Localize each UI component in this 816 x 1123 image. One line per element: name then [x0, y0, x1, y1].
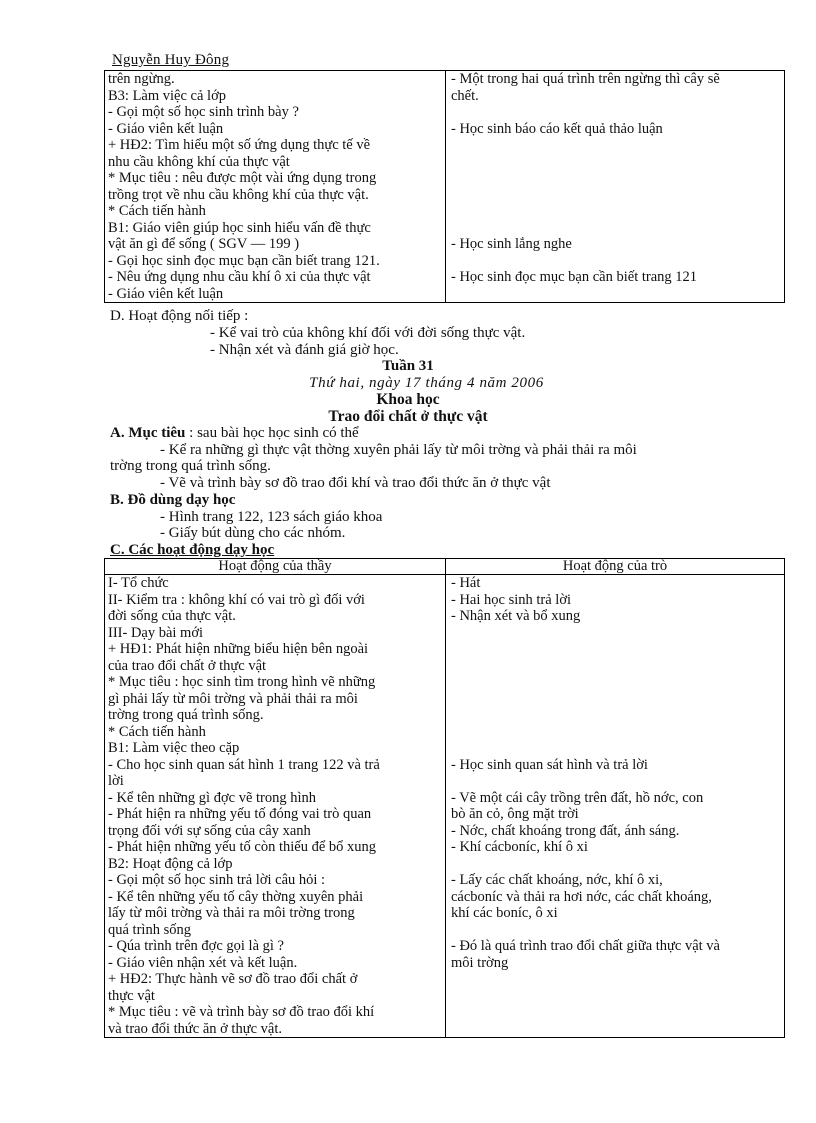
- main-right-line: [451, 988, 781, 1005]
- main-right-line: bò ăn cỏ, ông mặt trời: [451, 806, 579, 822]
- main-right-line: [451, 1004, 781, 1021]
- main-right-line: - Nớc, chất khoáng trong đất, ánh sáng.: [451, 822, 680, 839]
- main-left-line: trờng trong quá trình sống.: [108, 707, 264, 723]
- top-left-line: - Gọi học sinh đọc mục bạn cần biết trang 121.: [108, 252, 380, 269]
- main-left-line: - Phát hiện ra những yếu tố đóng vai trò quan: [108, 806, 372, 822]
- top-left-line: - Giáo viên kết luận: [108, 285, 224, 302]
- section-a-line-1: - Kể ra những gì thực vật thờng xuyên phải lấy từ môi trờng và phải thải ra môi: [160, 442, 637, 458]
- top-left-line: - Giáo viên kết luận: [108, 120, 224, 137]
- main-right-line: cácboníc và thải ra hơi nớc, các chất khoáng,: [451, 888, 712, 905]
- main-right-line: [451, 658, 781, 675]
- main-left-line: B1: Làm việc theo cặp: [108, 740, 240, 756]
- section-d-item-1: - Kể vai trò của không khí đối với đời sống thực vật.: [210, 325, 526, 341]
- section-c-heading: C. Các hoạt động dạy học: [110, 542, 275, 558]
- top-left-line: trên ngừng.: [108, 71, 175, 87]
- main-left-line: của trao đổi chất ở thực vật: [108, 657, 267, 674]
- main-left-line: trọng đối với sự sống của cây xanh: [108, 822, 311, 839]
- top-table-right-cell: [446, 71, 785, 303]
- header-teacher: Hoạt động của thầy: [105, 559, 446, 575]
- top-left-line: nhu cầu không khí của thực vật: [108, 153, 290, 170]
- main-right-line: khí các boníc, ô xi: [451, 905, 558, 921]
- top-right-line: - Học sinh báo cáo kết quả thảo luận: [451, 120, 663, 137]
- main-left-line: * Mục tiêu : học sinh tìm trong hình vẽ những: [108, 674, 376, 690]
- section-d-heading: D. Hoạt động nối tiếp :: [110, 308, 249, 324]
- main-right-line: [451, 1021, 781, 1038]
- main-left-line: lời: [108, 773, 124, 789]
- main-left-line: - Kể tên những gì đợc vẽ trong hình: [108, 789, 317, 806]
- top-activity-table: [104, 70, 785, 303]
- main-right-line: [451, 641, 781, 658]
- main-right-line: [451, 691, 781, 708]
- subject-title: Khoa học: [376, 391, 440, 408]
- main-left-line: thực vật: [108, 987, 155, 1004]
- section-b-heading: B. Đồ dùng dạy học: [110, 492, 236, 508]
- main-left-lines: [108, 575, 442, 1037]
- top-right-line: [451, 154, 781, 171]
- main-right-line: [451, 773, 781, 790]
- main-table-right-cell: [446, 575, 785, 1038]
- main-left-line: và trao đổi thức ăn ở thực vật.: [108, 1020, 282, 1037]
- main-left-line: - Gọi một số học sinh trả lời câu hỏi :: [108, 872, 326, 888]
- top-left-line: B3: Làm việc cả lớp: [108, 87, 226, 104]
- top-right-line: [451, 220, 781, 237]
- top-right-line: - Học sinh lắng nghe: [451, 236, 572, 252]
- main-right-line: [451, 971, 781, 988]
- main-right-line: - Đó là quá trình trao đổi chất giữa thực vật và: [451, 938, 720, 954]
- top-left-line: * Mục tiêu : nêu được một vài ứng dụng trong: [108, 170, 377, 186]
- main-left-line: - Qúa trình trên đợc gọi là gì ?: [108, 938, 284, 954]
- main-right-line: [451, 740, 781, 757]
- top-right-line: [451, 170, 781, 187]
- top-right-line: [451, 286, 781, 303]
- top-right-line: - Một trong hai quá trình trên ngừng thì cây sẽ: [451, 71, 720, 87]
- main-left-line: B2: Hoạt động cả lớp: [108, 855, 233, 872]
- top-table-left-cell: [105, 71, 446, 303]
- main-right-line: - Lấy các chất khoáng, nớc, khí ô xi,: [451, 872, 663, 888]
- main-right-line: [451, 922, 781, 939]
- main-left-line: + HĐ1: Phát hiện những biểu hiện bên ngoài: [108, 641, 369, 657]
- main-left-line: - Cho học sinh quan sát hình 1 trang 122 và trả: [108, 756, 380, 773]
- top-left-line: * Cách tiến hành: [108, 203, 206, 219]
- week-title: Tuần 31: [382, 358, 434, 374]
- author-name: Nguyễn Huy Đông: [112, 52, 230, 68]
- section-a-line-2: trờng trong quá trình sống.: [110, 458, 271, 474]
- top-right-line: [451, 137, 781, 154]
- main-left-line: lấy từ môi trờng và thải ra môi trờng trong: [108, 905, 355, 921]
- main-left-line: - Phát hiện những yếu tố còn thiếu để bổ xung: [108, 839, 377, 855]
- main-activity-table: [104, 558, 785, 1038]
- main-right-line: - Khí cácboníc, khí ô xi: [451, 839, 588, 855]
- top-right-line: [451, 203, 781, 220]
- top-left-line: vật ăn gì để sống ( SGV — 199 ): [108, 236, 300, 252]
- section-b-item-2: - Giấy bút dùng cho các nhóm.: [160, 525, 346, 541]
- top-right-lines: [451, 71, 781, 302]
- main-right-line: - Hát: [451, 575, 481, 591]
- section-a-heading-line: [110, 425, 359, 442]
- top-left-lines: [108, 71, 442, 302]
- section-d-item-2: - Nhận xét và đánh giá giờ học.: [210, 342, 399, 358]
- main-right-line: - Nhận xét và bổ xung: [451, 608, 581, 624]
- top-right-line: chết.: [451, 87, 479, 104]
- main-left-line: II- Kiểm tra : không khí có vai trò gì đối với: [108, 591, 365, 608]
- main-right-line: - Hai học sinh trả lời: [451, 591, 572, 608]
- main-right-line: [451, 856, 781, 873]
- lesson-title: Trao đổi chất ở thực vật: [328, 408, 488, 425]
- main-left-line: - Giáo viên nhận xét và kết luận.: [108, 954, 298, 971]
- lesson-date: Thứ hai, ngày 17 tháng 4 năm 2006: [309, 375, 544, 391]
- top-left-line: + HĐ2: Tìm hiểu một số ứng dụng thực tế về: [108, 137, 371, 153]
- main-left-line: quá trình sống: [108, 921, 191, 938]
- main-left-line: III- Dạy bài mới: [108, 624, 204, 641]
- top-left-line: B1: Giáo viên giúp học sinh hiểu vấn đề thực: [108, 219, 371, 236]
- main-right-lines: [451, 575, 781, 1037]
- main-left-line: I- Tổ chức: [108, 575, 169, 591]
- main-right-line: - Vẽ một cái cây trồng trên đất, hồ nớc, con: [451, 789, 704, 806]
- top-left-line: - Nêu ứng dụng nhu cầu khí ô xi của thực vật: [108, 269, 371, 285]
- main-right-line: - Học sinh quan sát hình và trả lời: [451, 756, 648, 773]
- top-right-line: - Học sinh đọc mục bạn cần biết trang 121: [451, 269, 698, 285]
- header-student: Hoạt động của trò: [446, 559, 785, 575]
- top-right-line: [451, 253, 781, 270]
- section-a-intro: : sau bài học học sinh có thể: [185, 425, 359, 441]
- section-a-line-3: - Vẽ và trình bày sơ đồ trao đổi khí và trao đổi thức ăn ở thực vật: [160, 475, 551, 491]
- main-left-line: đời sống của thực vật.: [108, 608, 236, 624]
- main-left-line: - Kể tên những yếu tố cây thờng xuyên phải: [108, 888, 364, 905]
- top-left-line: - Gọi một số học sinh trình bày ?: [108, 104, 299, 120]
- main-left-line: gì phải lấy từ môi trờng và phải thải ra môi: [108, 690, 358, 707]
- main-right-line: [451, 625, 781, 642]
- top-right-line: [451, 104, 781, 121]
- main-right-line: [451, 674, 781, 691]
- main-left-line: * Mục tiêu : vẽ và trình bày sơ đồ trao đổi khí: [108, 1004, 375, 1020]
- top-left-line: trồng trọt về nhu cầu không khí của thực vật.: [108, 186, 369, 203]
- section-a-heading: A. Mục tiêu: [110, 425, 186, 441]
- main-left-line: * Cách tiến hành: [108, 723, 206, 740]
- main-right-line: [451, 724, 781, 741]
- main-right-line: [451, 707, 781, 724]
- main-table-left-cell: [105, 575, 446, 1038]
- section-b-item-1: - Hình trang 122, 123 sách giáo khoa: [160, 509, 383, 525]
- main-left-line: + HĐ2: Thực hành vẽ sơ đồ trao đổi chất ở: [108, 971, 358, 987]
- main-right-line: môi trờng: [451, 954, 509, 971]
- top-right-line: [451, 187, 781, 204]
